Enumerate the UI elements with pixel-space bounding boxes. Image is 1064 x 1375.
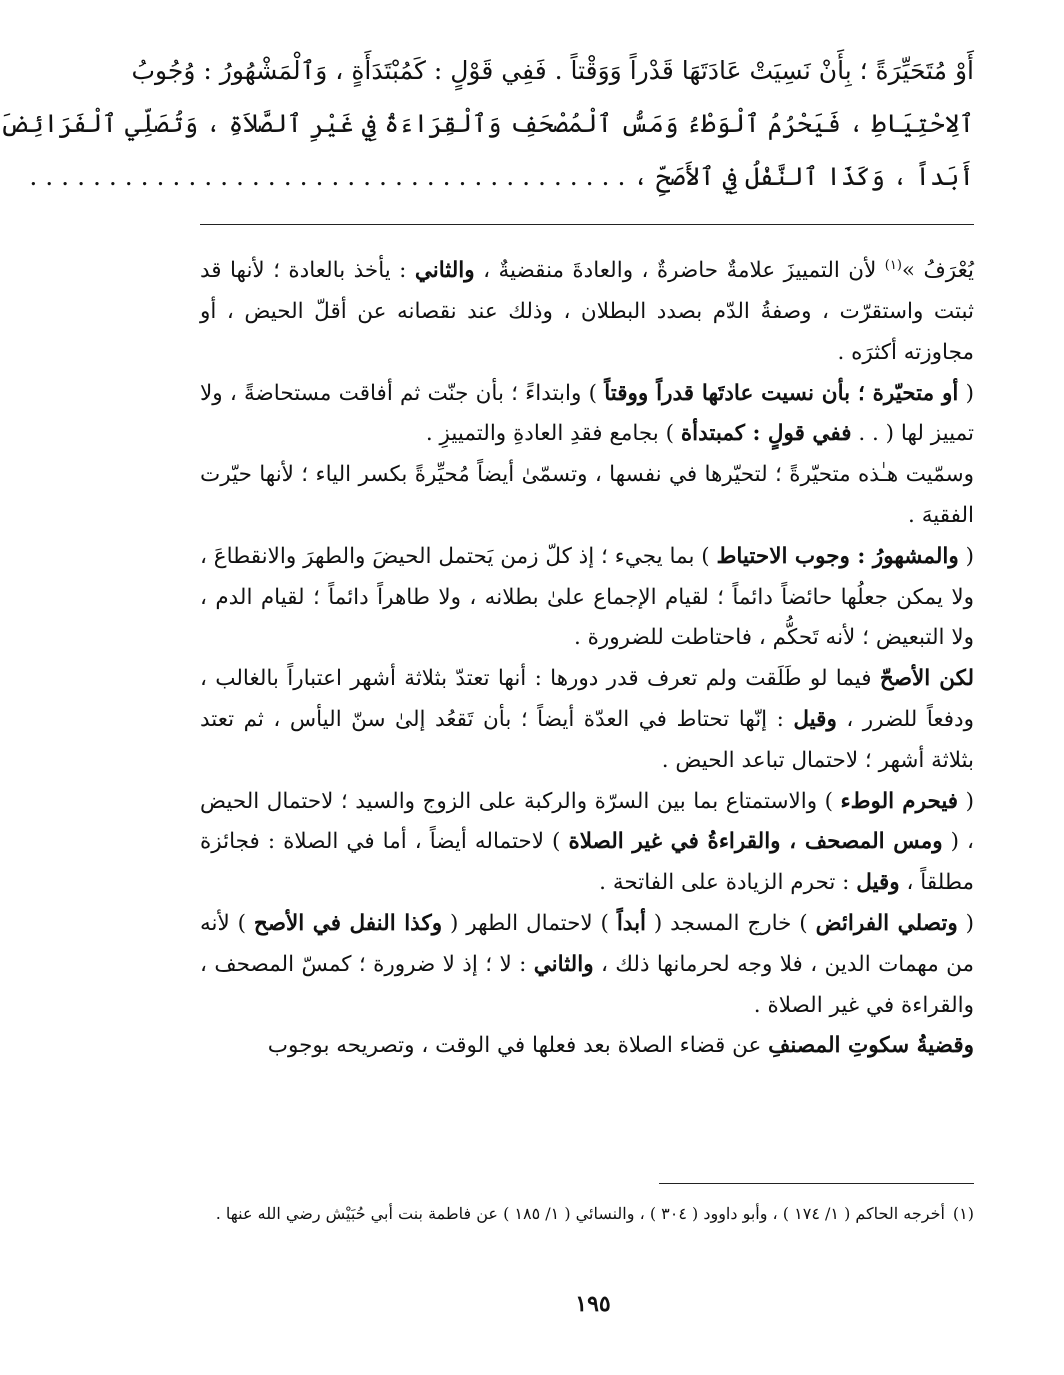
bold-term: والثاني	[533, 951, 594, 977]
commentary-paragraph	[200, 904, 974, 1026]
commentary-paragraph	[200, 246, 974, 374]
bold-term: والثاني	[414, 258, 475, 284]
text-run: ) والاستمتاع بما بين السرّة والركبة على الزوج والسيد ؛ لاحتمال الحيض ، (	[200, 788, 974, 855]
text-run: : إنّها تحتاط في العدّة أيضاً ؛ بأن تَقعُد إلىٰ سنّ اليأس ، ثم تعتد بثلاثة أشهر ؛ لاحتمال تباعد الحيض .	[200, 706, 974, 773]
bold-term: وكذا النفل في الأصح	[253, 910, 443, 936]
text-run: ) لاحتماله أيضاً ، أما في الصلاة : فجائزة مطلقاً ،	[200, 829, 974, 896]
text-run: (	[958, 380, 974, 406]
text-run: ) بجامع فقدِ العادةِ والتمييزِ .	[425, 421, 681, 447]
commentary-paragraph	[200, 1026, 974, 1067]
main-text-line: أَبَداً ، وَكَذَا ٱلنَّفْلُ فِي ٱلأَصَحِّ ، . . . . . . . . . . . . . . . . . . . . . . . . . . . . . . . . . . . . . .	[29, 162, 974, 191]
bold-term: وتصلي الفرائض	[815, 910, 958, 936]
text-run: يُعْرَفُ »	[901, 258, 974, 284]
bold-term: فيحرم الوطء	[840, 788, 959, 814]
commentary-paragraph	[200, 782, 974, 904]
page-number: ١٩٥	[575, 1291, 611, 1317]
main-text-line: أَوْ مُتَحَيِّرَةً ؛ بِأَنْ نَسِيَتْ عَادَتَهَا قَدْراً وَوَقْتاً . فَفِي قَوْلٍ : كَمُبْتَدَأَةٍ ، وَٱلْمَشْهُورُ : وُجُوبُ	[131, 56, 974, 85]
text-run: (	[958, 788, 974, 814]
text-run: : يأخذ بالعادة ؛ لأنها قد ثبتت واستقرّت ، وصفةُ الدّم بصدد البطلان ، وذلك عند نقصانه عن أقلّ الحيض ، أو مجاوزته أكثرَه .	[200, 258, 974, 365]
text-divider-rule	[200, 224, 974, 225]
footnote	[200, 1200, 974, 1227]
bold-term: ففي قولٍ : كمبتدأة	[680, 421, 852, 447]
text-run: (	[958, 543, 975, 569]
footnote-divider-rule	[659, 1183, 974, 1184]
text-run: فيما لو طَلَقت ولم تعرف قدر دورها : أنها تعتدّ بثلاثة أشهر اعتباراً بالغالب ، ودفعاً للضرر ،	[200, 666, 974, 732]
text-run: ) وابتداءً ؛ بأن جنّت ثم أفاقت مستحاضةً ، ولا تمييز لها ( . .	[200, 380, 974, 447]
bold-term: وقيل	[856, 870, 900, 896]
text-run: عن قضاء الصلاة بعد فعلها في الوقت ، وتصريحه بوجوب	[267, 1033, 769, 1059]
text-run: : تحرم الزيادة على الفاتحة .	[599, 870, 857, 896]
bold-term: أو متحيّرة ؛ بأن نسيت عادتَها قدراً ووقتاً	[604, 380, 959, 406]
commentary-paragraph	[200, 537, 974, 659]
bold-term: ومس المصحف ، والقراءةُ في غير الصلاة	[568, 829, 943, 855]
text-run: لأن التمييزَ علامةٌ حاضرةٌ ، والعادةَ منقضيةٌ ،	[474, 258, 885, 284]
footnote-number: (١)	[952, 1204, 974, 1223]
main-text-line: ٱلِاحْتِيَاطِ ، فَيَحْرُمُ ٱلْوَطْءُ وَمَسُّ ٱلْمُصْحَفِ وَٱلْقِرَاءَةُ فِي غَيْرِ ٱلصَّلاَةِ ، وَتُصَلِّي ٱلْفَرَائِضَ	[0, 109, 974, 138]
text-run: ) لأنه من مهمات الدين ، فلا وجه لحرمانها ذلك ،	[200, 910, 974, 977]
text-run: ) لاحتمال الطهر (	[442, 910, 617, 936]
text-run: ) خارج المسجد (	[646, 910, 816, 936]
commentary-paragraph	[200, 374, 974, 456]
text-run: ) بما يجيء ؛ إذ كلّ زمن يَحتمل الحيضَ والطهرَ والانقطاعَ ، ولا يمكن جعلُها حائضاً دائماً ؛ لقيام الإجماع علىٰ بطلانه ، ولا طاهراً دائماً ؛ لقيام الدم ، ولا التبعيض ؛ لأنه تَحكُّم ، فاحتاطت للضرورة .	[200, 543, 974, 651]
footnote-ref[interactable]: (١)	[884, 258, 902, 273]
text-run: (	[957, 910, 974, 936]
bold-term: وقيل	[793, 706, 837, 732]
footnote-text: أخرجه الحاكم ( ١/ ١٧٤ ) ، وأبو داوود ( ٣٠٤ ) ، والنسائي ( ١/ ١٨٥ ) عن فاطمة بنت أبي حُبَيْش رضي الله عنها .	[215, 1204, 945, 1223]
bold-term: أبداً	[616, 910, 647, 936]
text-run: : لا ؛ إذ لا ضرورة ؛ كمسّ المصحف ، والقراءة في غير الصلاة .	[200, 951, 974, 1018]
bold-term: وقضيةُ سكوتِ المصنفِ	[768, 1033, 974, 1059]
bold-term: والمشهورُ : وجوب الاحتياط	[716, 543, 959, 569]
commentary-block	[200, 246, 974, 1067]
bold-term: لكن الأصحّ	[879, 666, 974, 692]
main-text-block	[0, 44, 974, 203]
commentary-paragraph	[200, 659, 974, 781]
commentary-paragraph: وسمّيت هـٰذه متحيّرةً ؛ لتحيّرها في نفسها ، وتسمّىٰ أيضاً مُحيِّرةً بكسر الياء ؛ لأنها حيّرت الفقيهَ .	[200, 462, 974, 528]
